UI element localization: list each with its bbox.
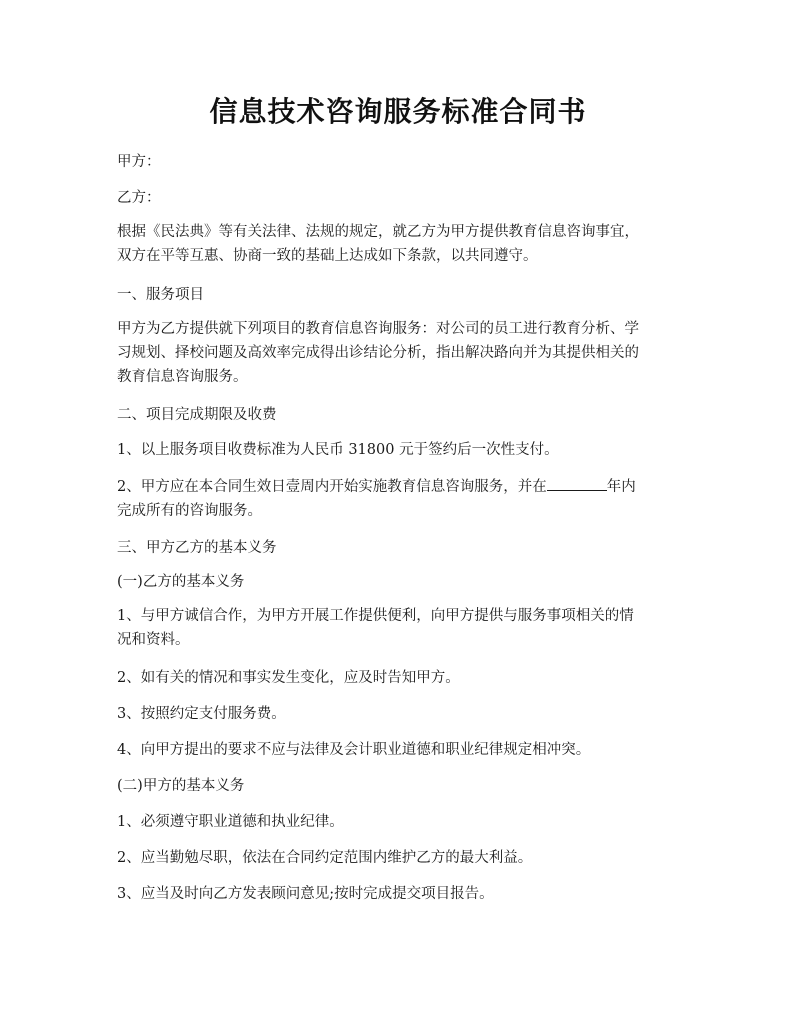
section-1-line-2: 习规划、择校问题及高效率完成得出诊结论分析，指出解决路向并为其提供相关的 <box>117 345 639 361</box>
section-2-item-2-line-1 <box>117 474 687 499</box>
subsection-1-item-3 <box>117 702 687 726</box>
subsection-2-item-3-text: 3、应当及时向乙方发表顾问意见;按时完成提交项目报告。 <box>117 886 494 902</box>
section-2-heading-text: 二、项目完成期限及收费 <box>117 407 277 423</box>
section-1-line-3: 教育信息咨询服务。 <box>117 369 248 385</box>
subsection-1-item-4-text: 4、向甲方提出的要求不应与法律及会计职业道德和职业纪律规定相冲突。 <box>117 742 591 758</box>
subsection-1-heading <box>117 570 687 594</box>
subsection-1-item-1-line-2: 况和资料。 <box>117 632 190 648</box>
section-3-heading-text: 三、甲方乙方的基本义务 <box>117 540 277 556</box>
subsection-1-item-2-text: 2、如有关的情况和事实发生变化，应及时告知甲方。 <box>117 670 460 686</box>
document-title: 信息技术咨询服务标准合同书 <box>209 95 587 128</box>
subsection-2-item-2-text: 2、应当勤勉尽职，依法在合同约定范围内维护乙方的最大利益。 <box>117 850 533 866</box>
section-2-item-1 <box>117 438 687 462</box>
party-b-text: 乙方： <box>117 190 161 206</box>
section-2-item-2-line-2: 完成所有的咨询服务。 <box>117 503 262 519</box>
party-b-label <box>117 186 687 210</box>
subsection-2-item-3 <box>117 882 687 906</box>
subsection-1-item-4 <box>117 738 687 762</box>
subsection-2-heading-text: (二)甲方的基本义务 <box>117 778 245 794</box>
section-2-item-2-part-2: 年内 <box>606 479 636 495</box>
section-1-paragraph <box>117 317 687 389</box>
section-2-heading <box>117 403 687 427</box>
subsection-2-item-2 <box>117 846 687 870</box>
subsection-2-heading <box>117 774 687 798</box>
section-1-heading-text: 一、服务项目 <box>117 287 204 303</box>
section-2-item-2-part-1: 2、甲方应在本合同生效日壹周内开始实施教育信息咨询服务，并在 <box>117 479 547 495</box>
section-2-item-2 <box>117 474 687 523</box>
subsection-2-item-1 <box>117 810 687 834</box>
party-a-text: 甲方： <box>117 154 161 170</box>
subsection-2-item-1-text: 1、必须遵守职业道德和执业纪律。 <box>117 814 344 830</box>
party-a-label <box>117 150 687 174</box>
preamble-line-2: 双方在平等互惠、协商一致的基础上达成如下条款，以共同遵守。 <box>117 248 538 264</box>
section-1-line-1: 甲方为乙方提供就下列项目的教育信息咨询服务：对公司的员工进行教育分析、学 <box>117 321 639 337</box>
section-2-item-1-text: 1、以上服务项目收费标准为人民币 31800 元于签约后一次性支付。 <box>117 442 559 458</box>
subsection-1-item-3-text: 3、按照约定支付服务费。 <box>117 706 286 722</box>
subsection-1-heading-text: (一)乙方的基本义务 <box>117 574 245 590</box>
subsection-1-item-2 <box>117 666 687 690</box>
subsection-1-item-1 <box>117 604 687 652</box>
section-1-heading <box>117 283 687 307</box>
blank-fill-line <box>547 474 607 491</box>
subsection-1-item-1-line-1: 1、与甲方诚信合作，为甲方开展工作提供便利，向甲方提供与服务事项相关的情 <box>117 608 634 624</box>
preamble-line-1: 根据《民法典》等有关法律、法规的规定，就乙方为甲方提供教育信息咨询事宜， <box>117 224 639 240</box>
section-3-heading <box>117 536 687 560</box>
preamble-paragraph <box>117 220 687 268</box>
